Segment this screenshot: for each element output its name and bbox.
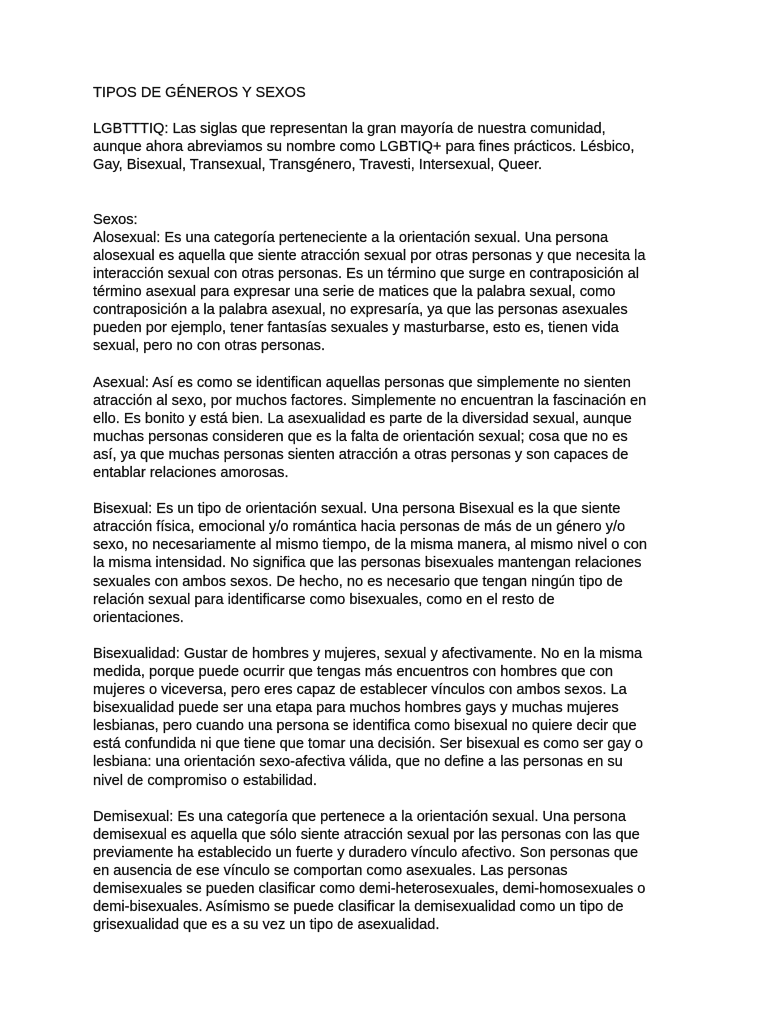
- section-heading: Sexos:: [93, 211, 138, 228]
- paragraph-line: Alosexual: Es una categoría perteneciente a la orientación sexual. Una persona: [93, 229, 609, 246]
- paragraph-line: previamente ha establecido un fuerte y duradero vínculo afectivo. Son personas que: [93, 844, 639, 861]
- paragraph-line: nivel de compromiso o estabilidad.: [93, 772, 317, 789]
- paragraph-line: está confundida ni que tiene que tomar una decisión. Ser bisexual es como ser gay o: [93, 736, 644, 753]
- paragraph-line: alosexual es aquella que siente atracción sexual por otras personas y que necesita la: [93, 247, 646, 264]
- paragraph-line: medida, porque puede ocurrir que tengas más encuentros con hombres que con: [93, 664, 614, 680]
- paragraph-line: sexo, no necesariamente al mismo tiempo, de la misma manera, al mismo nivel o con: [93, 537, 647, 554]
- paragraph-line: atracción al sexo, por muchos factores. Simplemente no encuentran la fascinación en: [93, 392, 647, 409]
- paragraph-line: demi-bisexuales. Asímismo se puede clasificar la demisexualidad como un tipo de: [93, 899, 624, 916]
- paragraph-line: demisexuales se pueden clasificar como demi-heterosexuales, demi-homosexuales o: [93, 881, 646, 898]
- paragraph-line: Gay, Bisexual, Transexual, Transgénero, Travesti, Intersexual, Queer.: [93, 157, 543, 174]
- document-body: [93, 84, 683, 953]
- paragraph-line: término asexual para expresar una serie de matices que la palabra sexual, como: [93, 284, 616, 301]
- paragraph-line: la misma intensidad. No significa que las personas bisexuales mantengan relaciones: [93, 555, 642, 572]
- paragraph-line: así, ya que muchas personas sienten atracción a otras personas y son capaces de: [93, 446, 629, 463]
- paragraph-line: mujeres o viceversa, pero eres capaz de establecer vínculos con ambos sexos. La: [93, 682, 627, 699]
- paragraph-line: LGBTTTIQ: Las siglas que representan la gran mayoría de nuestra comunidad,: [93, 121, 606, 138]
- paragraph-line: grisexualidad que es a su vez un tipo de asexualidad.: [93, 917, 440, 934]
- alosexual-paragraph: [93, 211, 683, 356]
- paragraph-line: Demisexual: Es una categoría que pertenece a la orientación sexual. Una persona: [93, 808, 626, 825]
- paragraph-line: ello. Es bonito y está bien. La asexualidad es parte de la diversidad sexual, aunque: [93, 410, 632, 427]
- paragraph-line: Bisexualidad: Gustar de hombres y mujeres, sexual y afectivamente. No en la misma: [93, 645, 643, 662]
- paragraph-line: muchas personas consideren que es la falta de orientación sexual; cosa que no es: [93, 428, 628, 445]
- bisexualidad-paragraph: [93, 645, 683, 790]
- demisexual-paragraph: [93, 808, 683, 935]
- document-title: TIPOS DE GÉNEROS Y SEXOS: [93, 85, 306, 101]
- paragraph-line: contraposición a la palabra asexual, no expresaría, ya que las personas asexuales: [93, 302, 628, 319]
- paragraph-line: pueden por ejemplo, tener fantasías sexuales y masturbarse, esto es, tienen vida: [93, 320, 619, 337]
- paragraph-line: orientaciones.: [93, 609, 184, 626]
- paragraph-line: Asexual: Así es como se identifican aquellas personas que simplemente no sienten: [93, 374, 631, 391]
- asexual-paragraph: [93, 374, 683, 483]
- paragraph-line: sexuales con ambos sexos. De hecho, no es necesario que tengan ningún tipo de: [93, 573, 623, 590]
- paragraph-line: demisexual es aquella que sólo siente atracción sexual por las personas con las que: [93, 826, 640, 843]
- paragraph-line: entablar relaciones amorosas.: [93, 464, 289, 481]
- paragraph-line: en ausencia de ese vínculo se comportan como asexuales. Las personas: [93, 863, 568, 880]
- paragraph-line: lesbianas, pero cuando una persona se identifica como bisexual no quiere decir que: [93, 718, 637, 735]
- paragraph-line: atracción física, emocional y/o romántica hacia personas de más de un género y/o: [93, 519, 626, 536]
- bisexual-paragraph: [93, 500, 683, 627]
- paragraph-line: bisexualidad puede ser una etapa para muchos hombres gays y muchas mujeres: [93, 700, 619, 717]
- paragraph-line: Bisexual: Es un tipo de orientación sexual. Una persona Bisexual es la que siente: [93, 501, 621, 518]
- blank-line: [93, 193, 683, 211]
- paragraph-line: interacción sexual con otras personas. Es un término que surge en contraposición al: [93, 265, 639, 282]
- paragraph-line: relación sexual para identificarse como bisexuales, como en el resto de: [93, 591, 555, 608]
- paragraph-line: aunque ahora abreviamos su nombre como LGBTIQ+ para fines prácticos. Lésbico,: [93, 139, 635, 156]
- intro-paragraph: [93, 120, 683, 174]
- paragraph-line: lesbiana: una orientación sexo-afectiva válida, que no define a las personas en su: [93, 754, 623, 771]
- paragraph-line: sexual, pero no con otras personas.: [93, 338, 326, 355]
